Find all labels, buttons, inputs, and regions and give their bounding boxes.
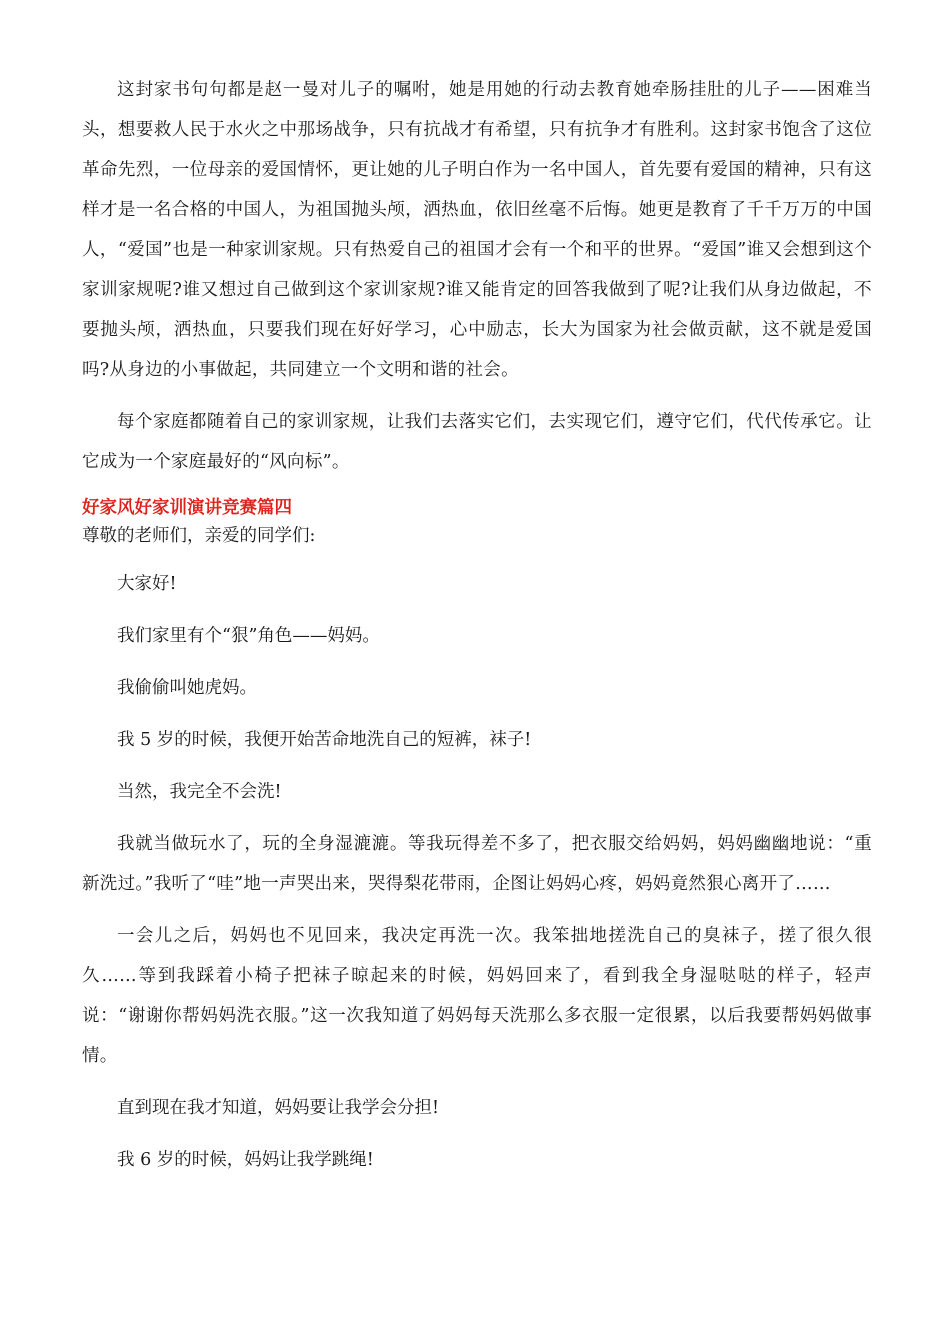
paragraph-family-letter: 这封家书句句都是赵一曼对儿子的嘱咐，她是用她的行动去教育她牵肠挂肚的儿子——困难当头，想要救人民于水火之中那场战争，只有抗战才有希望，只有抗争才有胜利。这封家书饱含了这位革命先烈，一位母亲的爱国情怀，更让她的儿子明白作为一名中国人，首先要有爱国的精神，只有这样才是一名合格的中国人，为祖国抛头颅，洒热血，依旧丝毫不后悔。她更是教育了千千万万的中国人，“爱国”也是一种家训家规。只有热爱自己的祖国才会有一个和平的世界。“爱国”谁又会想到这个家训家规呢?谁又想过自己做到这个家训家规?谁又能肯定的回答我做到了呢?让我们从身边做起，不要抛头颅，洒热血，只要我们现在好好学习，心中励志，长大为国家为社会做贡献，这不就是爱国吗?从身边的小事做起，共同建立一个文明和谐的社会。 <box>82 80 872 380</box>
paragraph-wash-again: 一会儿之后，妈妈也不见回来，我决定再洗一次。我笨拙地搓洗自己的臭袜子，搓了很久很久……等到我踩着小椅子把袜子晾起来的时候，妈妈回来了，看到我全身湿哒哒的样子，轻声说：“谢谢你帮妈妈洗衣服。”这一次我知道了妈妈每天洗那么多衣服一定很累，以后我要帮妈妈做事情。 <box>82 926 872 1066</box>
salutation: 尊敬的老师们，亲爱的同学们: <box>82 526 316 546</box>
section-heading: 好家风好家训演讲竞赛篇四 <box>82 498 292 518</box>
paragraph-playing-water: 我就当做玩水了，玩的全身湿漉漉。等我玩得差不多了，把衣服交给妈妈，妈妈幽幽地说：“重新洗过。”我听了“哇”地一声哭出来，哭得梨花带雨，企图让妈妈心疼，妈妈竟然狠心离开了…… <box>82 834 872 894</box>
paragraph-cannot-wash: 当然，我完全不会洗! <box>117 782 282 802</box>
paragraph-tough-mom: 我们家里有个“狠”角色——妈妈。 <box>117 626 380 646</box>
document-page <box>82 70 872 1192</box>
paragraph-age-five: 我 5 岁的时候，我便开始苦命地洗自己的短裤，袜子! <box>117 730 532 750</box>
paragraph-age-six: 我 6 岁的时候，妈妈让我学跳绳! <box>117 1150 374 1170</box>
paragraph-family-rules: 每个家庭都随着自己的家训家规，让我们去落实它们，去实现它们，遵守它们，代代传承它。让它成为一个家庭最好的“风向标”。 <box>82 412 872 472</box>
paragraph-share-chores: 直到现在我才知道，妈妈要让我学会分担! <box>117 1098 440 1118</box>
greeting: 大家好! <box>117 574 177 594</box>
paragraph-tiger-mom: 我偷偷叫她虎妈。 <box>117 678 257 698</box>
